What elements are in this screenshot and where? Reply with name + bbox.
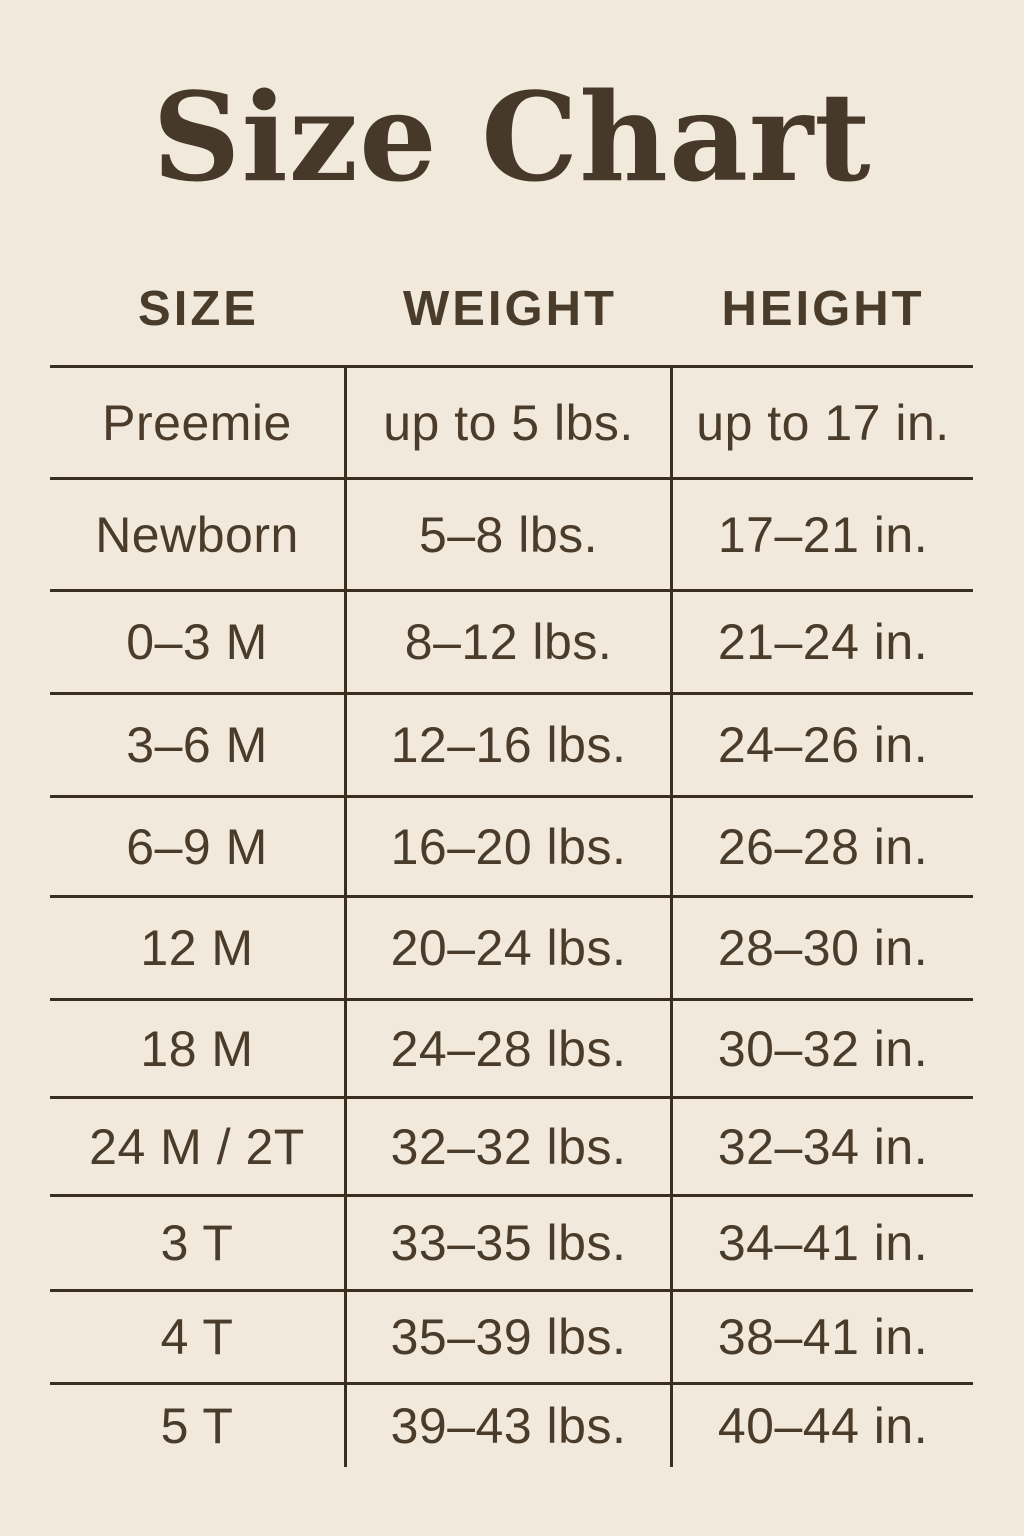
height-cell: 38–41 in. [673, 1292, 973, 1385]
size-table [50, 365, 973, 1467]
weight-cell: 12–16 lbs. [347, 695, 673, 798]
size-cell: 12 M [50, 898, 347, 1001]
size-cell: 18 M [50, 1001, 347, 1099]
weight-cell: 16–20 lbs. [347, 798, 673, 898]
weight-cell: 35–39 lbs. [347, 1292, 673, 1385]
weight-cell: 32–32 lbs. [347, 1099, 673, 1197]
column-header-size: SIZE [138, 282, 259, 336]
size-cell: 5 T [50, 1385, 347, 1467]
height-cell: 24–26 in. [673, 695, 973, 798]
size-cell: Newborn [50, 480, 347, 592]
column-header-height: HEIGHT [721, 282, 925, 336]
weight-cell: 24–28 lbs. [347, 1001, 673, 1099]
height-cell: 28–30 in. [673, 898, 973, 1001]
height-cell: 34–41 in. [673, 1197, 973, 1292]
size-cell: 6–9 M [50, 798, 347, 898]
height-cell: 30–32 in. [673, 1001, 973, 1099]
height-cell: up to 17 in. [673, 368, 973, 480]
height-cell: 21–24 in. [673, 592, 973, 695]
height-cell: 26–28 in. [673, 798, 973, 898]
height-cell: 40–44 in. [717, 1398, 929, 1454]
weight-cell: 33–35 lbs. [347, 1197, 673, 1292]
size-cell: 0–3 M [50, 592, 347, 695]
column-header-weight: WEIGHT [403, 282, 617, 336]
size-cell: Preemie [50, 368, 347, 480]
weight-cell: 20–24 lbs. [347, 898, 673, 1001]
page-title: Size Chart [152, 65, 872, 209]
table-header-row [50, 281, 973, 337]
size-cell: 3 T [50, 1197, 347, 1292]
size-cell: 4 T [50, 1292, 347, 1385]
weight-cell: up to 5 lbs. [347, 368, 673, 480]
weight-cell: 5–8 lbs. [347, 480, 673, 592]
height-cell: 17–21 in. [673, 480, 973, 592]
weight-cell: 39–43 lbs. [347, 1385, 673, 1467]
weight-cell: 8–12 lbs. [347, 592, 673, 695]
size-cell: 24 M / 2T [50, 1099, 347, 1197]
height-cell: 32–34 in. [673, 1099, 973, 1197]
size-cell: 3–6 M [50, 695, 347, 798]
